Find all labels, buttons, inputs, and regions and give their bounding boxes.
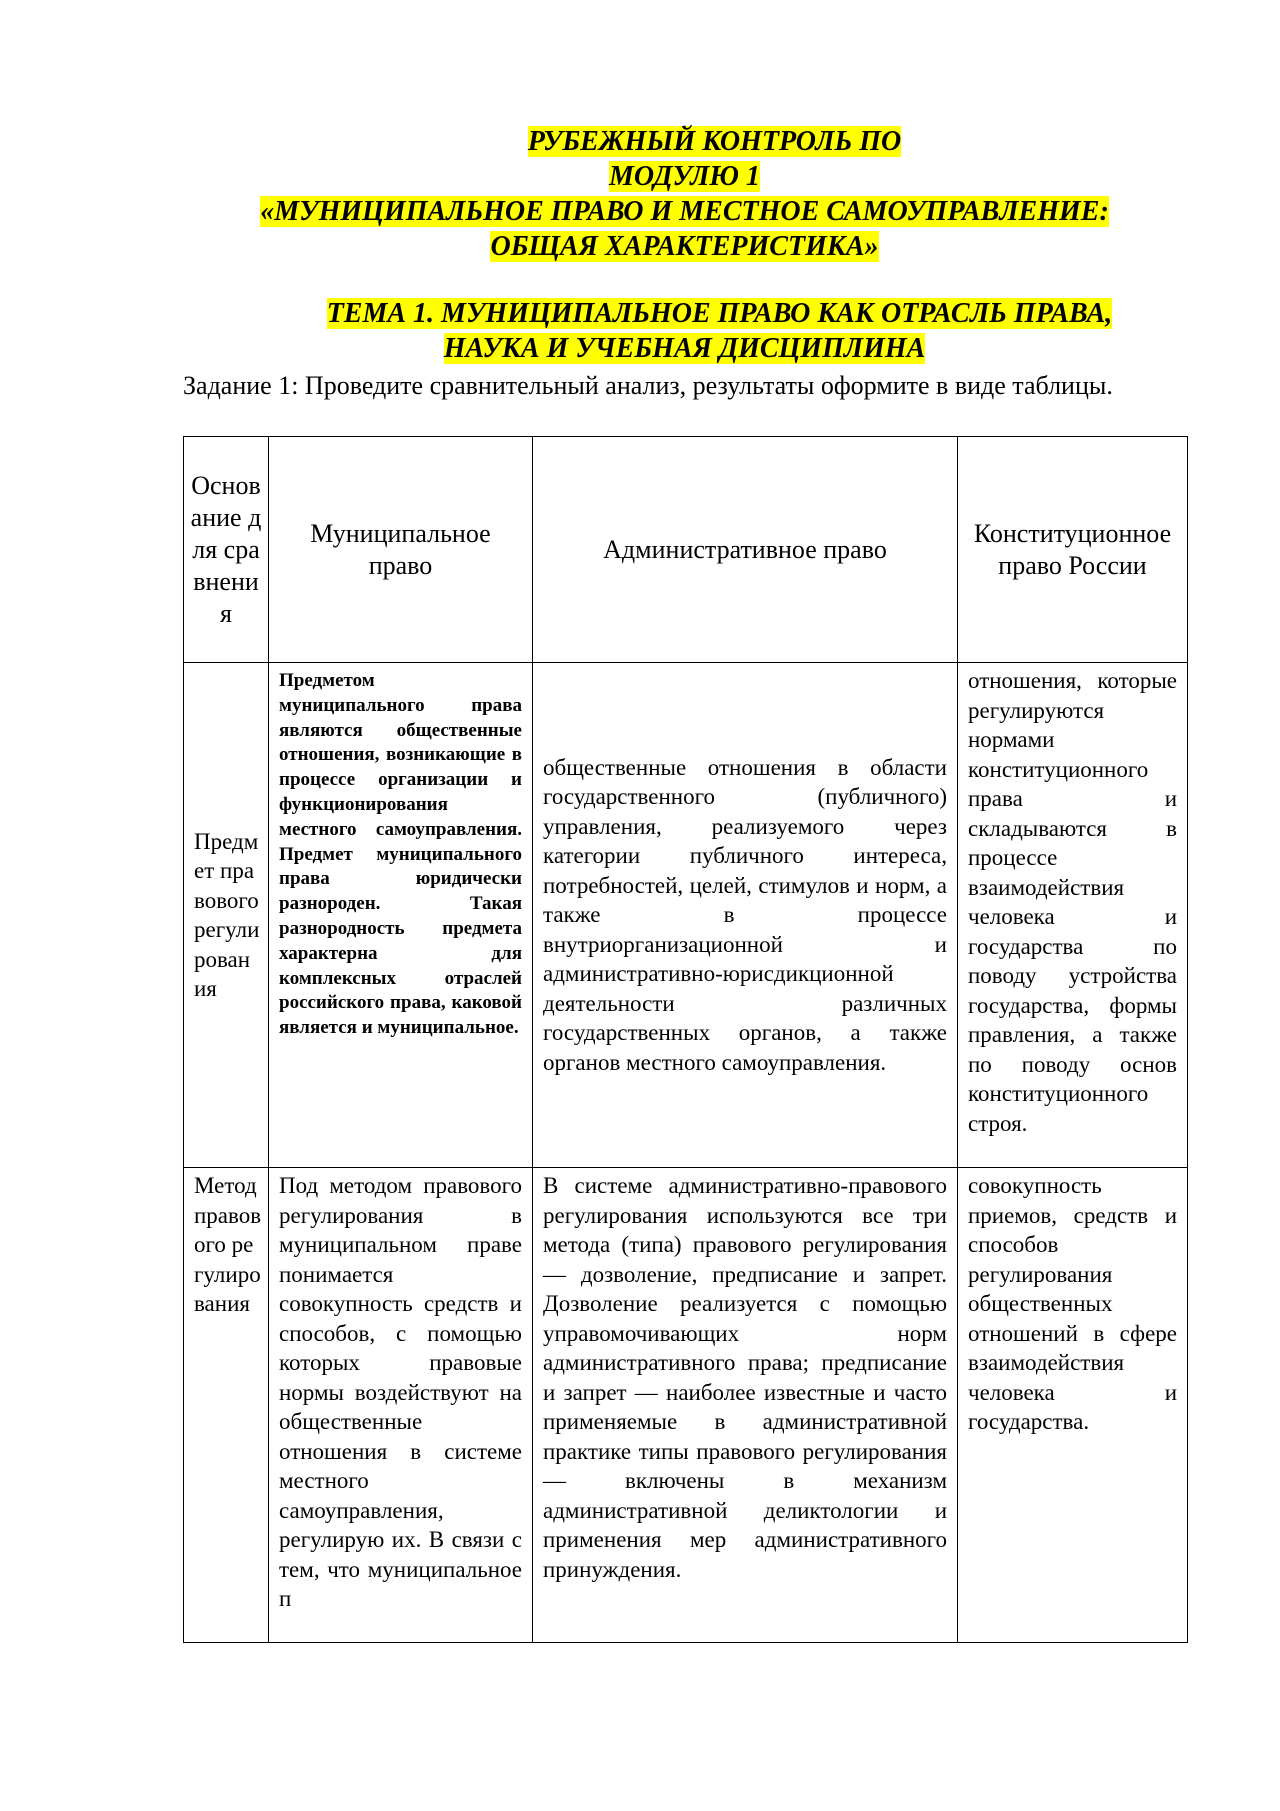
heading-line: «МУНИЦИПАЛЬНОЕ ПРАВО И МЕСТНОЕ САМОУПРАВЛЕНИЕ: xyxy=(260,196,1109,227)
cell-municipal: Предметом муниципального права являются общественные отношения, возникающие в процессе организации и функционирования местного самоуправления. Предмет муниципального права юридически разнороден. Такая разнородность предмета характерна для комплексных отраслей российского права, каковой является и муниципальное. xyxy=(269,663,533,1168)
table-header-row xyxy=(184,437,1188,663)
cell-constitutional: совокупность приемов, средств и способов регулирования общественных отношений в сфере взаимодействия человека и государства. xyxy=(958,1168,1188,1643)
heading-line: РУБЕЖНЫЙ КОНТРОЛЬ ПО xyxy=(527,126,902,157)
topic-heading xyxy=(183,296,1186,366)
table-row xyxy=(184,663,1188,1168)
header-municipal: Муниципальное право xyxy=(269,437,533,663)
row-basis: Предмет правового регулирования xyxy=(184,663,269,1168)
module-heading xyxy=(183,124,1186,264)
cell-administrative: общественные отношения в области государственного (публичного) управления, реализуемого через категории публичного интереса, потребностей, целей, стимулов и норм, а также в процессе внутриорганизационной и административно-юрисдикционной деятельности различных государственных органов, а также органов местного самоуправления. xyxy=(533,663,958,1168)
cell-constitutional: отношения, которые регулируются нормами конституционного права и складываются в процессе взаимодействия человека и государства по поводу устройства государства, формы правления, а также по поводу основ конституционного строя. xyxy=(958,663,1188,1168)
header-administrative: Административное право xyxy=(533,437,958,663)
topic-line: ТЕМА 1. МУНИЦИПАЛЬНОЕ ПРАВО КАК ОТРАСЛЬ ПРАВА, xyxy=(326,298,1113,329)
header-basis: Основание для сравнения xyxy=(184,437,269,663)
heading-line: ОБЩАЯ ХАРАКТЕРИСТИКА» xyxy=(490,231,879,262)
topic-line: НАУКА И УЧЕБНАЯ ДИСЦИПЛИНА xyxy=(443,333,926,364)
row-basis: Метод правового регулирования xyxy=(184,1168,269,1643)
table-row xyxy=(184,1168,1188,1643)
heading-line: МОДУЛЮ 1 xyxy=(609,161,760,192)
header-constitutional: Конституционное право России xyxy=(958,437,1188,663)
cell-municipal: Под методом правового регулирования в муниципальном праве понимается совокупность средств и способов, с помощью которых правовые нормы воздействуют на общественные отношения в системе местного самоуправления, регулирую их. В связи с тем, что муниципальное п xyxy=(269,1168,533,1643)
cell-administrative: В системе административно-правового регулирования используются все три метода (типа) правового регулирования — дозволение, предписание и запрет. Дозволение реализуется с помощью управомочивающих норм административного права; предписание и запрет — наиболее известные и часто применяемые в административной практике типы правового регулирования — включены в механизм административной деликтологии и применения мер административного принуждения. xyxy=(533,1168,958,1643)
comparison-table xyxy=(183,436,1188,1643)
task-text: Задание 1: Проведите сравнительный анализ, результаты оформите в виде таблицы. xyxy=(183,371,1113,400)
